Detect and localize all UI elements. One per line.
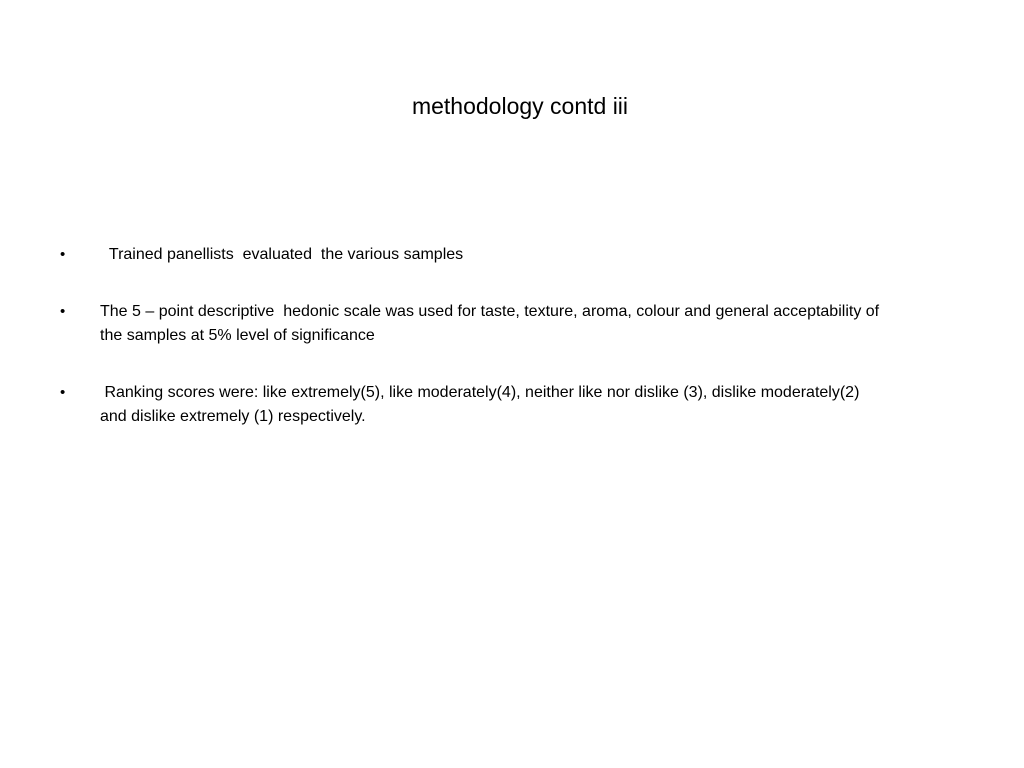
bullet-item xyxy=(58,243,888,267)
bullet-text: Ranking scores were: like extremely(5), like moderately(4), neither like nor dislike (3), dislike moderately(2) and dislike extremely (1) respectively. xyxy=(100,384,864,425)
bullet-item xyxy=(58,300,888,348)
bullet-icon: • xyxy=(60,384,66,401)
slide-title: methodology contd iii xyxy=(411,93,629,119)
bullet-icon: • xyxy=(60,303,66,320)
bullet-text: The 5 – point descriptive hedonic scale was used for taste, texture, aroma, colour and general acceptability of the samples at 5% level of significance xyxy=(100,303,884,344)
bullet-text: Trained panellists evaluated the various samples xyxy=(100,246,464,263)
bullet-list xyxy=(58,243,888,429)
bullet-item xyxy=(58,381,888,429)
bullet-icon: • xyxy=(60,246,66,263)
